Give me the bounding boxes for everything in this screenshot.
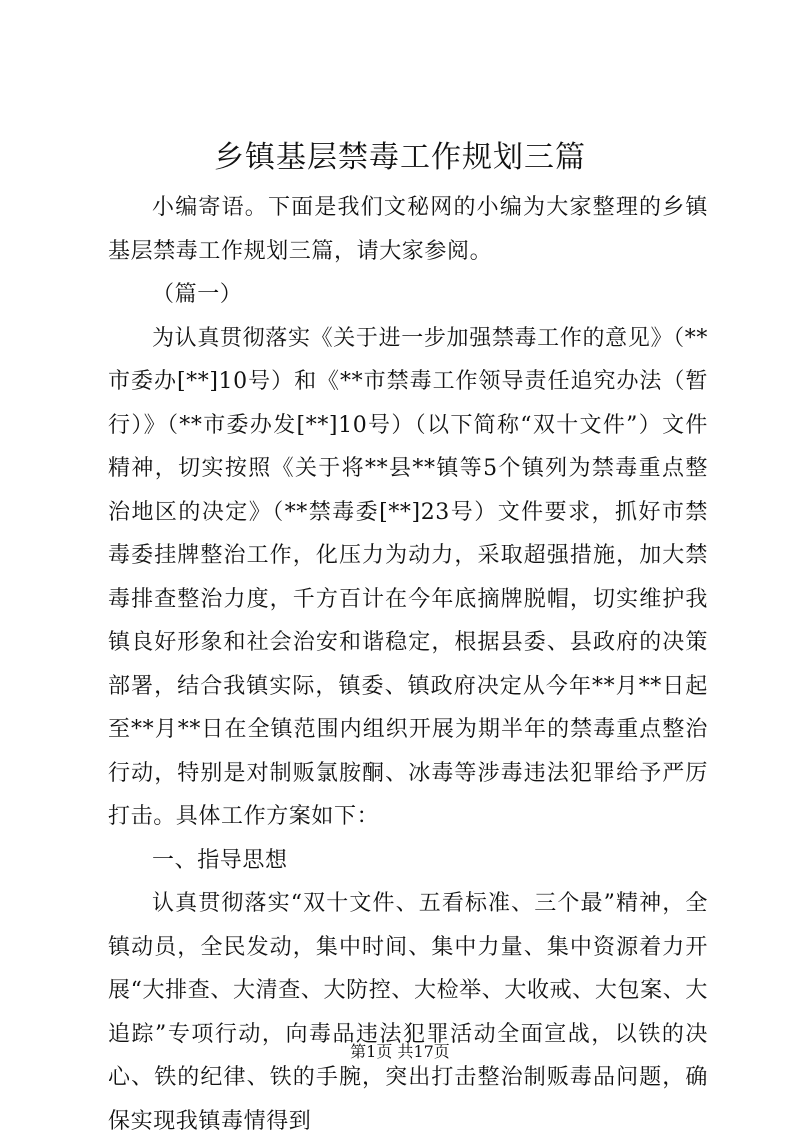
page-number-footer: 第1页 共17页 xyxy=(350,1042,450,1061)
section-heading: 一、指导思想 xyxy=(152,847,288,873)
intro-paragraph: 小编寄语。下面是我们文秘网的小编为大家整理的乡镇基层禁毒工作规划三篇，请大家参阅。 xyxy=(108,195,708,264)
body-paragraph: 为认真贯彻落实《关于进一步加强禁毒工作的意见》（**市委办[**]10号）和《**市禁毒工作领导责任追究办法（暂行）》（**市委办发[**]10号）（以下简称“双十文件”）文件精神，切实按照《关于将**县**镇等5个镇列为禁毒重点整治地区的决定》（**禁毒委[**]23号）文件要求，抓好市禁毒委挂牌整治工作，化压力为动力，采取超强措施，加大禁毒排查整治力度，千方百计在今年底摘牌脱帽，切实维护我镇良好形象和社会治安和谐稳定，根据县委、县政府的决策部署，结合我镇实际，镇委、镇政府决定从今年**月**日起至**月**日在全镇范围内组织开展为期半年的禁毒重点整治行动，特别是对制贩氯胺酮、冰毒等涉毒违法犯罪给予严厉打击。具体工作方案如下： xyxy=(108,325,708,829)
document-title: 乡镇基层禁毒工作规划三篇 xyxy=(214,140,586,175)
section-label: （篇一） xyxy=(152,282,243,307)
document-body xyxy=(108,186,708,1143)
body-paragraph: 认真贯彻落实“双十文件、五看标准、三个最”精神，全镇动员，全民发动，集中时间、集中力量、集中资源着力开展“大排查、大清查、大防控、大检举、大收戒、大包案、大追踪”专项行动，向毒品违法犯罪活动全面宣战，以铁的决心、铁的纪律、铁的手腕，突出打击整治制贩毒品问题，确保实现我镇毒情得到 xyxy=(108,891,708,1134)
